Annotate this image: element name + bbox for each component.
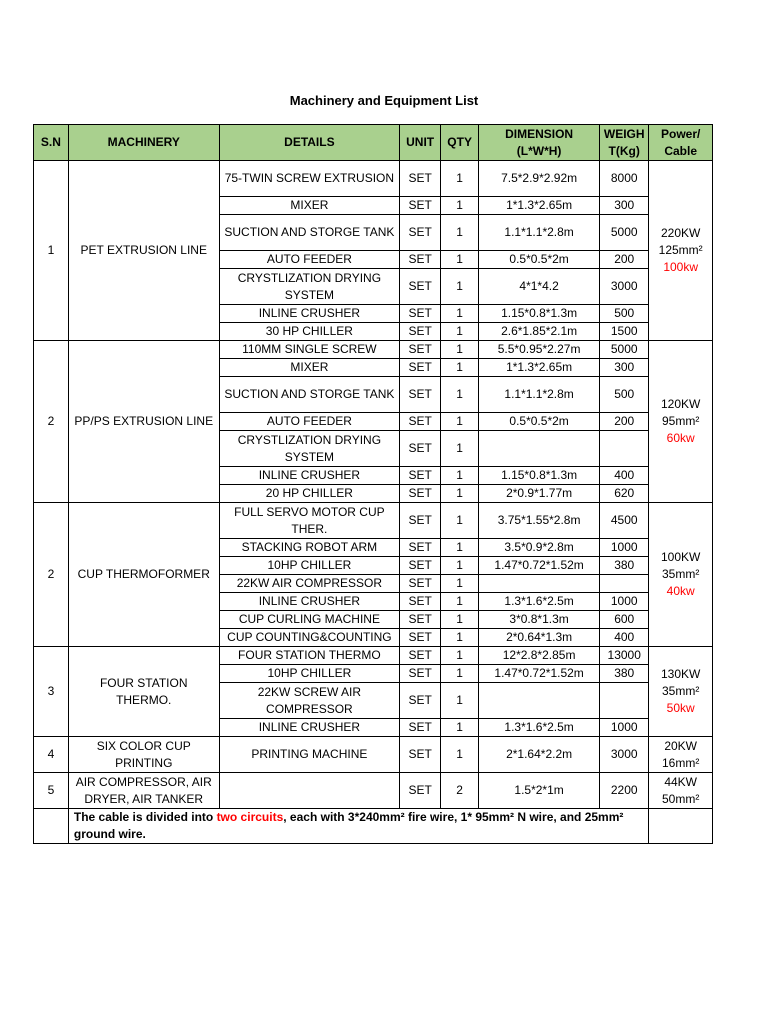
dimension-cell xyxy=(479,683,600,719)
header-unit: UNIT xyxy=(400,125,441,161)
dimension-cell: 1.47*0.72*1.52m xyxy=(479,557,600,575)
qty-cell: 1 xyxy=(441,629,479,647)
details-cell: 22KW AIR COMPRESSOR xyxy=(219,575,400,593)
details-cell: SUCTION AND STORGE TANK xyxy=(219,215,400,251)
details-cell: CRYSTLIZATION DRYING SYSTEM xyxy=(219,269,400,305)
qty-cell: 1 xyxy=(441,215,479,251)
details-cell: CUP COUNTING&COUNTING xyxy=(219,629,400,647)
power-kw: 100KW xyxy=(660,550,701,564)
details-cell: STACKING ROBOT ARM xyxy=(219,539,400,557)
unit-cell: SET xyxy=(400,611,441,629)
qty-cell: 1 xyxy=(441,719,479,737)
qty-cell: 1 xyxy=(441,665,479,683)
sn-cell: 3 xyxy=(34,647,69,737)
weight-cell: 1500 xyxy=(600,323,649,341)
power-kw: 220KW xyxy=(660,226,701,240)
power-alt: 60kw xyxy=(666,431,695,445)
header-machinery: MACHINERY xyxy=(68,125,219,161)
unit-cell: SET xyxy=(400,593,441,611)
unit-cell: SET xyxy=(400,683,441,719)
details-cell: PRINTING MACHINE xyxy=(219,737,400,773)
unit-cell: SET xyxy=(400,215,441,251)
unit-cell: SET xyxy=(400,719,441,737)
header-row xyxy=(34,125,713,161)
power-cable-cell xyxy=(649,341,713,503)
qty-cell: 1 xyxy=(441,377,479,413)
qty-cell: 1 xyxy=(441,269,479,305)
unit-cell: SET xyxy=(400,197,441,215)
machinery-cell: CUP THERMOFORMER xyxy=(68,503,219,647)
note-highlight: two circuits xyxy=(216,810,284,824)
qty-cell: 1 xyxy=(441,485,479,503)
power-cable: 125mm² xyxy=(658,243,703,257)
weight-cell: 500 xyxy=(600,305,649,323)
details-cell: 22KW SCREW AIR COMPRESSOR xyxy=(219,683,400,719)
details-cell: INLINE CRUSHER xyxy=(219,719,400,737)
weight-cell: 1000 xyxy=(600,593,649,611)
qty-cell: 1 xyxy=(441,251,479,269)
dimension-cell: 1.1*1.1*2.8m xyxy=(479,377,600,413)
details-cell: AUTO FEEDER xyxy=(219,251,400,269)
note-empty-cell xyxy=(34,809,69,844)
table-body xyxy=(34,161,713,809)
unit-cell: SET xyxy=(400,503,441,539)
qty-cell: 1 xyxy=(441,197,479,215)
sn-cell: 2 xyxy=(34,503,69,647)
unit-cell: SET xyxy=(400,539,441,557)
dimension-cell: 1.3*1.6*2.5m xyxy=(479,719,600,737)
header-dimension: DIMENSION (L*W*H) xyxy=(479,125,600,161)
details-cell: INLINE CRUSHER xyxy=(219,593,400,611)
unit-cell: SET xyxy=(400,431,441,467)
weight-cell: 3000 xyxy=(600,269,649,305)
power-cable: 35mm² xyxy=(661,567,700,581)
dimension-cell: 1.15*0.8*1.3m xyxy=(479,467,600,485)
dimension-cell: 7.5*2.9*2.92m xyxy=(479,161,600,197)
details-cell: MIXER xyxy=(219,197,400,215)
details-cell: 10HP CHILLER xyxy=(219,665,400,683)
qty-cell: 1 xyxy=(441,683,479,719)
details-cell: CRYSTLIZATION DRYING SYSTEM xyxy=(219,431,400,467)
equipment-table xyxy=(33,124,713,844)
power-cable: 16mm² xyxy=(661,755,700,770)
details-cell: 30 HP CHILLER xyxy=(219,323,400,341)
weight-cell: 380 xyxy=(600,557,649,575)
dimension-cell: 0.5*0.5*2m xyxy=(479,413,600,431)
table-row xyxy=(34,161,713,197)
dimension-cell: 4*1*4.2 xyxy=(479,269,600,305)
weight-cell: 400 xyxy=(600,629,649,647)
sn-cell: 4 xyxy=(34,737,69,773)
dimension-cell: 3.75*1.55*2.8m xyxy=(479,503,600,539)
unit-cell: SET xyxy=(400,305,441,323)
dimension-cell: 2*0.64*1.3m xyxy=(479,629,600,647)
sn-cell: 2 xyxy=(34,341,69,503)
dimension-cell: 1.5*2*1m xyxy=(479,773,600,809)
unit-cell: SET xyxy=(400,557,441,575)
power-cable-cell xyxy=(649,161,713,341)
weight-cell: 4500 xyxy=(600,503,649,539)
power-cable: 35mm² xyxy=(661,684,700,698)
weight-cell xyxy=(600,431,649,467)
unit-cell: SET xyxy=(400,161,441,197)
qty-cell: 1 xyxy=(441,359,479,377)
qty-cell: 1 xyxy=(441,557,479,575)
dimension-cell: 1.15*0.8*1.3m xyxy=(479,305,600,323)
power-cable-cell xyxy=(649,737,713,773)
unit-cell: SET xyxy=(400,323,441,341)
weight-cell: 620 xyxy=(600,485,649,503)
power-cable-cell xyxy=(649,503,713,647)
header-power: Power/ Cable xyxy=(649,125,713,161)
sn-cell: 5 xyxy=(34,773,69,809)
power-kw: 130KW xyxy=(660,667,701,681)
unit-cell: SET xyxy=(400,251,441,269)
qty-cell: 1 xyxy=(441,305,479,323)
details-cell: 20 HP CHILLER xyxy=(219,485,400,503)
dimension-cell xyxy=(479,431,600,467)
dimension-cell: 1*1.3*2.65m xyxy=(479,197,600,215)
unit-cell: SET xyxy=(400,467,441,485)
dimension-cell: 3*0.8*1.3m xyxy=(479,611,600,629)
weight-cell: 5000 xyxy=(600,341,649,359)
details-cell: 10HP CHILLER xyxy=(219,557,400,575)
dimension-cell: 1.1*1.1*2.8m xyxy=(479,215,600,251)
unit-cell: SET xyxy=(400,269,441,305)
power-alt: 100kw xyxy=(663,260,698,274)
power-cable: 50mm² xyxy=(661,791,700,806)
dimension-cell: 5.5*0.95*2.27m xyxy=(479,341,600,359)
unit-cell: SET xyxy=(400,575,441,593)
unit-cell: SET xyxy=(400,485,441,503)
unit-cell: SET xyxy=(400,773,441,809)
header-qty: QTY xyxy=(441,125,479,161)
machinery-cell: PET EXTRUSION LINE xyxy=(68,161,219,341)
note-empty-cell xyxy=(649,809,713,844)
unit-cell: SET xyxy=(400,665,441,683)
weight-cell: 2200 xyxy=(600,773,649,809)
table-row xyxy=(34,773,713,809)
table-row xyxy=(34,503,713,539)
qty-cell: 1 xyxy=(441,431,479,467)
dimension-cell: 3.5*0.9*2.8m xyxy=(479,539,600,557)
unit-cell: SET xyxy=(400,737,441,773)
details-cell: CUP CURLING MACHINE xyxy=(219,611,400,629)
weight-cell: 1000 xyxy=(600,539,649,557)
qty-cell: 1 xyxy=(441,647,479,665)
machinery-cell: AIR COMPRESSOR, AIR DRYER, AIR TANKER xyxy=(68,773,219,809)
dimension-cell: 1*1.3*2.65m xyxy=(479,359,600,377)
cable-note: The cable is divided into two circuits, each with 3*240mm² fire wire, 1* 95mm² N wire, and 25mm² ground wire. xyxy=(68,809,648,844)
details-cell: MIXER xyxy=(219,359,400,377)
details-cell: FOUR STATION THERMO xyxy=(219,647,400,665)
weight-cell: 600 xyxy=(600,611,649,629)
dimension-cell: 2*0.9*1.77m xyxy=(479,485,600,503)
qty-cell: 1 xyxy=(441,611,479,629)
weight-cell: 400 xyxy=(600,467,649,485)
details-cell: FULL SERVO MOTOR CUP THER. xyxy=(219,503,400,539)
details-cell: INLINE CRUSHER xyxy=(219,305,400,323)
table-row xyxy=(34,737,713,773)
qty-cell: 1 xyxy=(441,323,479,341)
dimension-cell xyxy=(479,575,600,593)
qty-cell: 1 xyxy=(441,341,479,359)
power-alt: 40kw xyxy=(666,584,695,598)
dimension-cell: 12*2.8*2.85m xyxy=(479,647,600,665)
unit-cell: SET xyxy=(400,413,441,431)
weight-cell: 3000 xyxy=(600,737,649,773)
weight-cell: 300 xyxy=(600,197,649,215)
machinery-cell: SIX COLOR CUP PRINTING xyxy=(68,737,219,773)
header-details: DETAILS xyxy=(219,125,400,161)
power-alt: 50kw xyxy=(666,701,695,715)
dimension-cell: 2.6*1.85*2.1m xyxy=(479,323,600,341)
details-cell: 110MM SINGLE SCREW xyxy=(219,341,400,359)
details-cell: SUCTION AND STORGE TANK xyxy=(219,377,400,413)
weight-cell: 200 xyxy=(600,413,649,431)
qty-cell: 1 xyxy=(441,575,479,593)
machinery-cell: FOUR STATION THERMO. xyxy=(68,647,219,737)
weight-cell: 8000 xyxy=(600,161,649,197)
details-cell xyxy=(219,773,400,809)
dimension-cell: 2*1.64*2.2m xyxy=(479,737,600,773)
power-cable-cell xyxy=(649,647,713,737)
weight-cell: 200 xyxy=(600,251,649,269)
weight-cell xyxy=(600,683,649,719)
dimension-cell: 1.3*1.6*2.5m xyxy=(479,593,600,611)
header-sn: S.N xyxy=(34,125,69,161)
unit-cell: SET xyxy=(400,647,441,665)
qty-cell: 1 xyxy=(441,593,479,611)
table-row xyxy=(34,341,713,359)
weight-cell: 1000 xyxy=(600,719,649,737)
sn-cell: 1 xyxy=(34,161,69,341)
weight-cell: 380 xyxy=(600,665,649,683)
note-row xyxy=(34,809,713,844)
qty-cell: 1 xyxy=(441,737,479,773)
dimension-cell: 0.5*0.5*2m xyxy=(479,251,600,269)
unit-cell: SET xyxy=(400,359,441,377)
details-cell: INLINE CRUSHER xyxy=(219,467,400,485)
qty-cell: 1 xyxy=(441,161,479,197)
weight-cell: 300 xyxy=(600,359,649,377)
weight-cell: 13000 xyxy=(600,647,649,665)
weight-cell: 5000 xyxy=(600,215,649,251)
dimension-cell: 1.47*0.72*1.52m xyxy=(479,665,600,683)
table-row xyxy=(34,647,713,665)
details-cell: AUTO FEEDER xyxy=(219,413,400,431)
qty-cell: 1 xyxy=(441,539,479,557)
machinery-cell: PP/PS EXTRUSION LINE xyxy=(68,341,219,503)
details-cell: 75-TWIN SCREW EXTRUSION xyxy=(219,161,400,197)
page-title: Machinery and Equipment List xyxy=(289,93,479,108)
power-kw: 120KW xyxy=(660,397,701,411)
qty-cell: 1 xyxy=(441,413,479,431)
weight-cell xyxy=(600,575,649,593)
power-cable: 95mm² xyxy=(661,414,700,428)
power-kw: 20KW xyxy=(664,738,697,753)
unit-cell: SET xyxy=(400,341,441,359)
header-weight: WEIGH T(Kg) xyxy=(600,125,649,161)
unit-cell: SET xyxy=(400,377,441,413)
qty-cell: 2 xyxy=(441,773,479,809)
power-cable-cell xyxy=(649,773,713,809)
qty-cell: 1 xyxy=(441,467,479,485)
weight-cell: 500 xyxy=(600,377,649,413)
unit-cell: SET xyxy=(400,629,441,647)
qty-cell: 1 xyxy=(441,503,479,539)
power-kw: 44KW xyxy=(664,774,697,789)
